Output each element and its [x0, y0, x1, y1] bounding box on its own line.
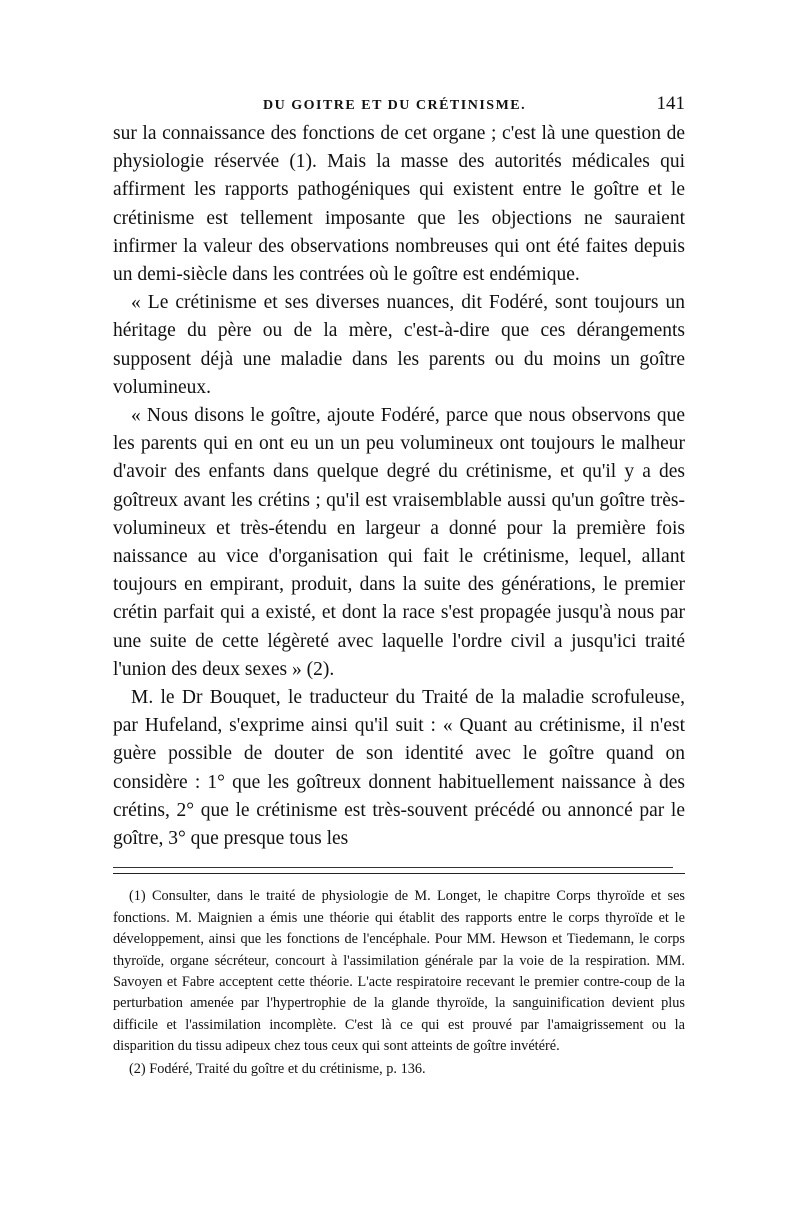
- footnote-separator-long: [113, 873, 685, 874]
- footnote-1: (1) Consulter, dans le traité de physiologie de M. Longet, le chapitre Corps thyroïde et ses fonctions. M. Maignien a émis une théorie qui établit des rapports entre le corps thyroïde et le développement, ainsi que les fonctions de l'encéphale. Pour MM. Hewson et Tiedemann, le corps thyroïde, organe sécréteur, concourt à l'assimilation générale par la voie de la respiration. MM. Savoyen et Fabre acceptent cette théorie. L'acte respiratoire recevant le premier contre-coup de la perturbation amenée par l'hypertrophie de la glande thyroïde, la sanguinification devient plus difficile et l'assimilation incomplète. C'est là ce qui est prouvé par l'amaigrissement ou la disparition du tissu adipeux chez tous ceux qui sont atteints de goître invétéré.: [113, 888, 685, 1055]
- page-number: 141: [656, 93, 685, 114]
- running-title: DU GOITRE ET DU CRÉTINISME.: [263, 98, 527, 113]
- paragraph-2: « Le crétinisme et ses diverses nuances, dit Fodéré, sont toujours un héritage du père ou de la mère, c'est-à-dire que ces dérangements supposent déjà une maladie dans les parents ou du moins un goître volumineux.: [113, 292, 685, 398]
- book-page: [113, 92, 685, 1080]
- footnote-2: (2) Fodéré, Traité du goître et du crétinisme, p. 136.: [129, 1060, 426, 1077]
- paragraph-4: M. le Dr Bouquet, le traducteur du Traité de la maladie scrofuleuse, par Hufeland, s'exprime ainsi qu'il suit : « Quant au crétinisme, il n'est guère possible de douter de son identité avec le goître quand on considère : 1° que les goîtreux donnent habituellement naissance à des crétins, 2° que le crétinisme est très-souvent précédé ou annoncé par le goître, 3° que presque tous les: [113, 687, 685, 850]
- footnotes: [113, 886, 685, 1080]
- footnote-separator-short: [113, 867, 673, 868]
- paragraph-3: « Nous disons le goître, ajoute Fodéré, parce que nous observons que les parents qui en ont eu un un peu volumineux ont toujours le malheur d'avoir des enfants dans quelque degré du crétinisme, et qu'il y a des goîtreux avant les crétins ; qu'il est vraisemblable aussi qu'un goître très-volumineux et très-étendu en largeur a donné pour la première fois naissance au vice d'organisation qui fait le crétinisme, lequel, allant toujours en empirant, produit, dans la suite des générations, le premier crétin parfait qui a existé, et dont la race s'est propagée jusqu'à nous par une suite de cette légèreté avec laquelle l'ordre civil a jusqu'ici traité l'union des deux sexes » (2).: [113, 405, 685, 680]
- main-text: [113, 120, 685, 853]
- paragraph-1: sur la connaissance des fonctions de cet organe ; c'est là une question de physiologie réservée (1). Mais la masse des autorités médicales qui affirment les rapports pathogéniques qui existent entre le goître et le crétinisme est tellement imposante que les objections ne sauraient infirmer la valeur des observations nombreuses qui ont été faites depuis un demi-siècle dans les contrées où le goître est endémique.: [113, 123, 685, 286]
- running-header: [113, 92, 685, 120]
